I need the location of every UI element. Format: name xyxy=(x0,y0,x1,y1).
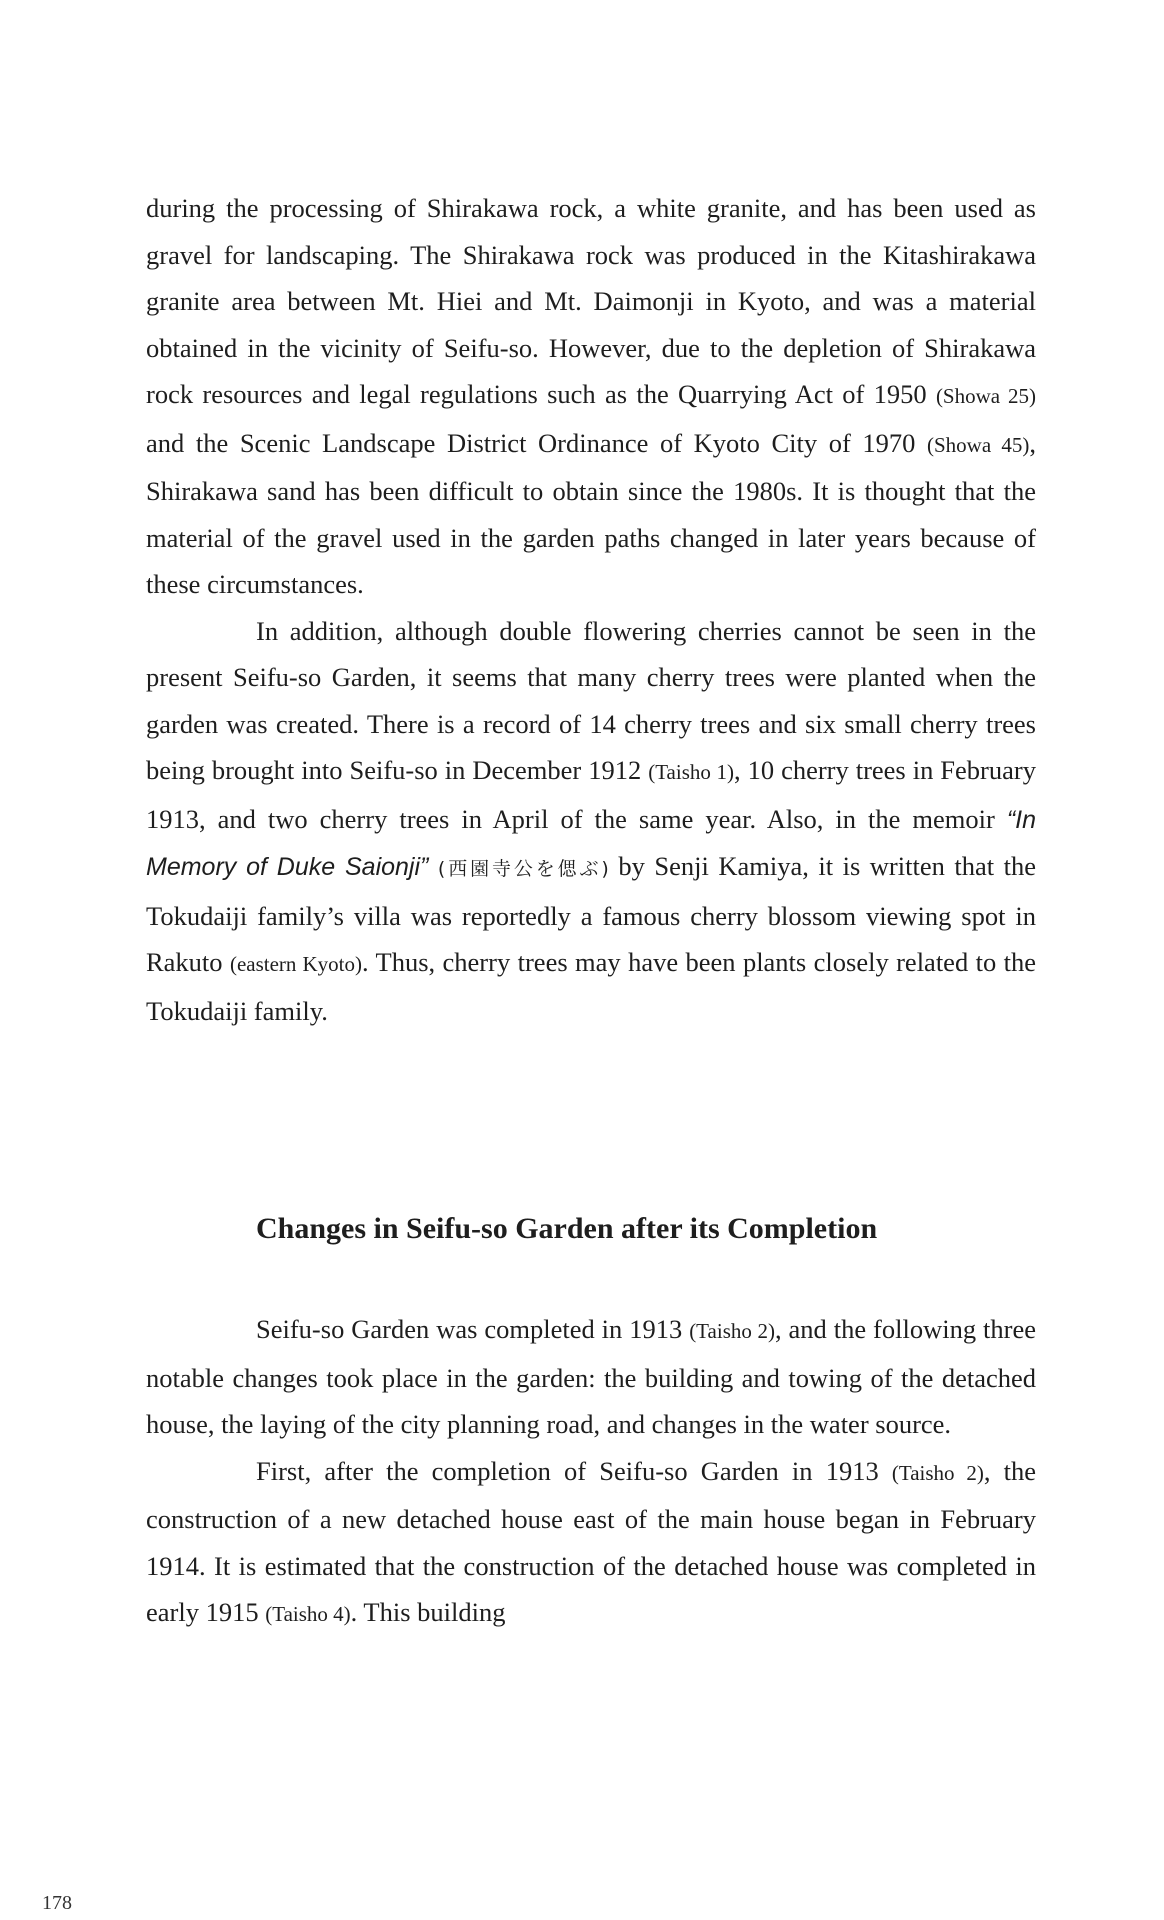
text-run: during the processing of Shirakawa rock, a white granite, and has been used as gravel for landscaping. The Shirakawa rock was produced in the Kitashirakawa granite area between Mt. Hiei and Mt. Daimonji in Kyoto, and was a material obtained in the vicinity of Seifu-so. However, due to the depletion of Shirakawa rock resources and legal regulations such as the Quarrying Act of 1950 xyxy=(146,193,1036,409)
paragraph-shirakawa-sand xyxy=(146,185,1036,608)
era-annotation: (Taisho 2) xyxy=(689,1319,775,1343)
text-run: by Senji Kamiya, it is written that the Tokudaiji family’s villa was reportedly a famous cherry blossom viewing spot in Rakuto xyxy=(146,851,1036,977)
section-heading: Changes in Seifu-so Garden after its Completion xyxy=(256,1212,878,1245)
era-annotation: (Showa 45) xyxy=(927,432,1030,457)
text-run: First, after the completion of Seifu-so Garden in 1913 xyxy=(256,1455,892,1486)
era-annotation: (Showa 25) xyxy=(935,384,1037,408)
text-run: In addition, although double flowering cherries cannot be seen in the present Seifu-so Garden, it seems that many cherry trees were planted when the garden was created. There is a record of 14 cherry trees and six small cherry trees being brought into Seifu-so in December 1912 xyxy=(146,615,1036,785)
body-text-section-1 xyxy=(146,185,1036,1034)
era-annotation: (Taisho 4) xyxy=(265,1602,351,1626)
text-run: , Shirakawa sand has been difficult to obtain since the 1980s. It is thought that the material of the gravel used in the garden paths changed in later years because of these circumstances. xyxy=(146,427,1036,599)
text-run: . Thus, cherry trees may have been plants closely related to the Tokudaiji family. xyxy=(146,947,1036,1026)
paragraph-notable-changes xyxy=(146,1306,1036,1448)
text-run: . This building xyxy=(350,1597,506,1627)
text-run: Seifu-so Garden was completed in 1913 xyxy=(256,1314,690,1344)
text-run xyxy=(428,851,438,881)
memoir-title: “In Memory of Duke Saionji” xyxy=(146,805,1036,881)
text-run: and the Scenic Landscape District Ordinance of Kyoto City of 1970 xyxy=(146,427,927,458)
paragraph-detached-house xyxy=(146,1448,1036,1638)
text-run: , the construction of a new detached house east of the main house began in February 1914. It is estimated that the construction of the detached house was completed in early 1915 xyxy=(146,1455,1036,1627)
place-annotation: (eastern Kyoto) xyxy=(229,952,362,976)
era-annotation: (Taisho 2) xyxy=(891,1460,984,1485)
body-text-section-2 xyxy=(146,1306,1036,1638)
text-run: , 10 cherry trees in February 1913, and two cherry trees in April of the same year. Also, in the memoir xyxy=(146,755,1036,834)
japanese-title: (西園寺公を偲ぶ) xyxy=(437,858,609,880)
paragraph-cherry-trees xyxy=(146,608,1036,1035)
era-annotation: (Taisho 1) xyxy=(648,760,734,784)
text-run: , and the following three notable changes took place in the garden: the building and towing of the detached house, the laying of the city planning road, and changes in the water source. xyxy=(146,1314,1036,1439)
page-number: 178 xyxy=(42,1892,72,1914)
